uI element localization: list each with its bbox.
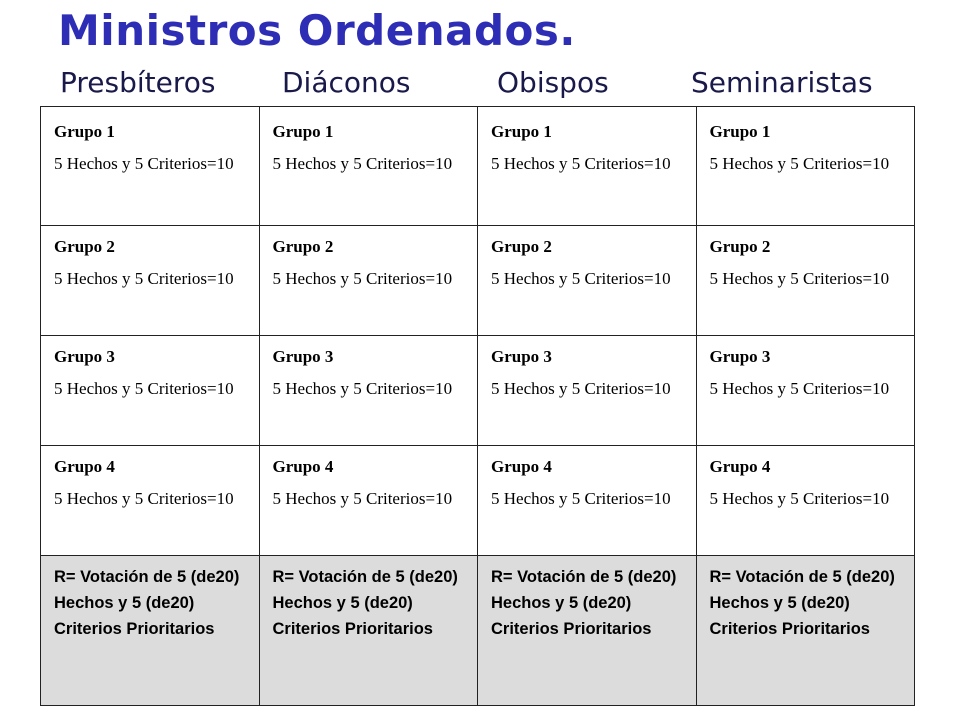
column-header-seminaristas: Seminaristas xyxy=(691,66,873,99)
table-cell xyxy=(259,226,478,336)
table-cell xyxy=(259,107,478,226)
group-text: 5 Hechos y 5 Criterios=10 xyxy=(54,379,234,398)
table-cell xyxy=(41,446,260,556)
slide-title: Ministros Ordenados. xyxy=(58,6,576,55)
table-cell xyxy=(696,226,915,336)
group-text: 5 Hechos y 5 Criterios=10 xyxy=(709,379,890,398)
group-label: Grupo 1 xyxy=(54,122,115,141)
group-text: 5 Hechos y 5 Criterios=10 xyxy=(491,269,671,288)
table-cell xyxy=(478,336,697,446)
group-label: Grupo 3 xyxy=(272,347,334,366)
group-text: 5 Hechos y 5 Criterios=10 xyxy=(272,489,453,508)
group-label: Grupo 3 xyxy=(54,347,115,366)
column-header-obispos: Obispos xyxy=(497,66,609,99)
group-text: 5 Hechos y 5 Criterios=10 xyxy=(54,154,234,173)
group-label: Grupo 4 xyxy=(54,457,115,476)
groups-table xyxy=(40,106,915,706)
table-cell xyxy=(478,107,697,226)
group-text: 5 Hechos y 5 Criterios=10 xyxy=(709,489,890,508)
group-text: 5 Hechos y 5 Criterios=10 xyxy=(491,154,671,173)
summary-row xyxy=(41,556,915,706)
group-label: Grupo 4 xyxy=(709,457,771,476)
group-label: Grupo 2 xyxy=(54,237,115,256)
group-label: Grupo 2 xyxy=(272,237,334,256)
summary-cell: R= Votación de 5 (de20) Hechos y 5 (de20) Criterios Prioritarios xyxy=(259,556,478,706)
group-text: 5 Hechos y 5 Criterios=10 xyxy=(709,154,890,173)
group-text: 5 Hechos y 5 Criterios=10 xyxy=(491,379,671,398)
table-cell xyxy=(259,336,478,446)
table-row xyxy=(41,336,915,446)
table-cell xyxy=(259,446,478,556)
table-cell xyxy=(478,226,697,336)
column-header-presbiteros: Presbíteros xyxy=(60,66,216,99)
table-cell xyxy=(696,107,915,226)
table-cell xyxy=(41,107,260,226)
table-row xyxy=(41,226,915,336)
group-text: 5 Hechos y 5 Criterios=10 xyxy=(272,269,453,288)
table-cell xyxy=(478,446,697,556)
group-label: Grupo 2 xyxy=(709,237,771,256)
group-text: 5 Hechos y 5 Criterios=10 xyxy=(709,269,890,288)
group-text: 5 Hechos y 5 Criterios=10 xyxy=(272,379,453,398)
group-text: 5 Hechos y 5 Criterios=10 xyxy=(272,154,453,173)
column-headers xyxy=(0,66,960,102)
table-cell xyxy=(41,226,260,336)
group-label: Grupo 1 xyxy=(272,122,334,141)
group-label: Grupo 4 xyxy=(491,457,552,476)
table-cell xyxy=(41,336,260,446)
group-text: 5 Hechos y 5 Criterios=10 xyxy=(491,489,671,508)
group-text: 5 Hechos y 5 Criterios=10 xyxy=(54,269,234,288)
group-label: Grupo 1 xyxy=(491,122,552,141)
column-header-diaconos: Diáconos xyxy=(282,66,411,99)
group-label: Grupo 4 xyxy=(272,457,334,476)
group-label: Grupo 2 xyxy=(491,237,552,256)
group-label: Grupo 3 xyxy=(709,347,771,366)
summary-cell: R= Votación de 5 (de20) Hechos y 5 (de20) Criterios Prioritarios xyxy=(41,556,260,706)
summary-cell: R= Votación de 5 (de20) Hechos y 5 (de20) Criterios Prioritarios xyxy=(478,556,697,706)
summary-cell: R= Votación de 5 (de20) Hechos y 5 (de20) Criterios Prioritarios xyxy=(696,556,915,706)
table-row xyxy=(41,446,915,556)
table-cell xyxy=(696,336,915,446)
group-label: Grupo 1 xyxy=(709,122,771,141)
group-text: 5 Hechos y 5 Criterios=10 xyxy=(54,489,234,508)
table-row xyxy=(41,107,915,226)
group-label: Grupo 3 xyxy=(491,347,552,366)
table-cell xyxy=(696,446,915,556)
